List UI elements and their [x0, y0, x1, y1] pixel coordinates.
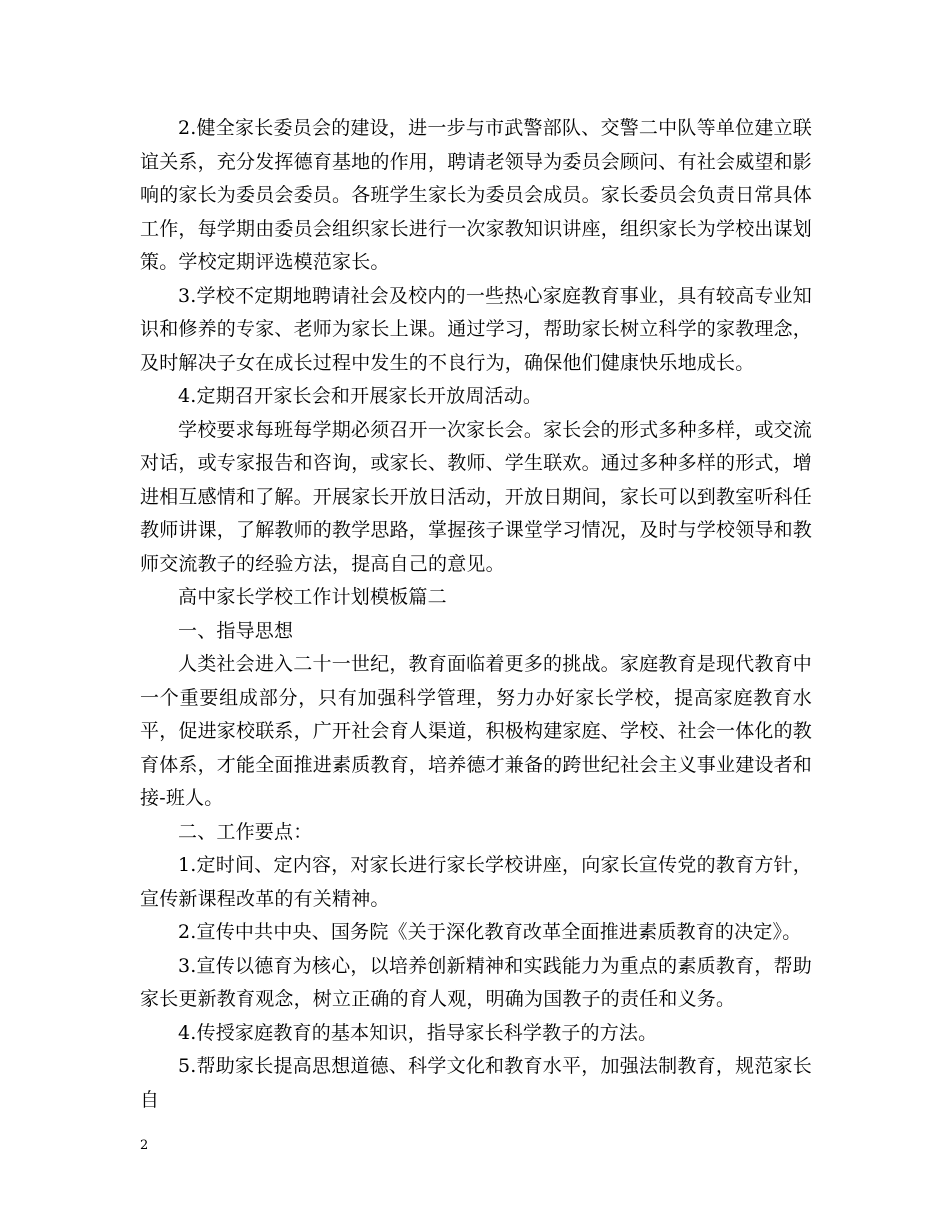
paragraph-item-2-committee: 2.健全家长委员会的建设，进一步与市武警部队、交警二中队等单位建立联谊关系，充分发挥德育基地的作用，聘请老领导为委员会顾问、有社会威望和影响的家长为委员会委员。各班学生家长为委员会成员。家长委员会负责日常具体工作，每学期由委员会组织家长进行一次家教知识讲座，组织家长为学校出谋划策。学校定期评选模范家长。: [140, 117, 813, 273]
document-body: [140, 112, 812, 1117]
paragraph-parent-meetings-detail: 学校要求每班每学期必须召开一次家长会。家长会的形式多种多样，或交流对话，或专家报告和咨询，或家长、教师、学生联欢。通过多种多样的形式，增进相互感情和了解。开展家长开放日活动，开放日期间，家长可以到教室听科任教师讲课，了解教师的教学思路，掌握孩子课堂学习情况，及时与学校领导和教师交流教子的经验方法，提高自己的意见。: [140, 418, 813, 575]
paragraph-item-4-meetings: 4.定期召开家长会和开展家长开放周活动。: [178, 385, 543, 407]
paragraph-point-4: 4.传授家庭教育的基本知识，指导家长科学教子的方法。: [178, 1021, 658, 1044]
heading-work-points: 二、工作要点：: [178, 820, 313, 843]
paragraph-point-5: 5.帮助家长提高思想道德、科学文化和教育水平，加强法制教育，规范家长自: [140, 1055, 812, 1111]
section-title-template-two: 高中家长学校工作计划模板篇二: [178, 586, 447, 608]
paragraph-guiding-thought: 人类社会进入二十一世纪，教育面临着更多的挑战。家庭教育是现代教育中一个重要组成部分，只有加强科学管理，努力办好家长学校，提高家庭教育水平，促进家校联系，广开社会育人渠道，积极构建家庭、学校、社会一体化的教育体系，才能全面推进素质教育，培养德才兼备的跨世纪社会主义事业建设者和接-班人。: [140, 653, 813, 809]
paragraph-item-3-experts: 3.学校不定期地聘请社会及校内的一些热心家庭教育事业，具有较高专业知识和修养的专家、老师为家长上课。通过学习，帮助家长树立科学的家教理念，及时解决子女在成长过程中发生的不良行为，确保他们健康快乐地成长。: [140, 284, 813, 374]
paragraph-point-1: 1.定时间、定内容，对家长进行家长学校讲座，向家长宣传党的教育方针，宣传新课程改革的有关精神。: [140, 854, 812, 910]
paragraph-point-3: 3.宣传以德育为核心，以培养创新精神和实践能力为重点的素质教育，帮助家长更新教育观念，树立正确的育人观，明确为国教子的责任和义务。: [140, 954, 812, 1010]
page-number: 2: [140, 1138, 149, 1153]
paragraph-point-2: 2.宣传中共中央、国务院《关于深化教育改革全面推进素质教育的决定》。: [178, 921, 802, 943]
heading-guiding-thought: 一、指导思想: [178, 619, 294, 642]
